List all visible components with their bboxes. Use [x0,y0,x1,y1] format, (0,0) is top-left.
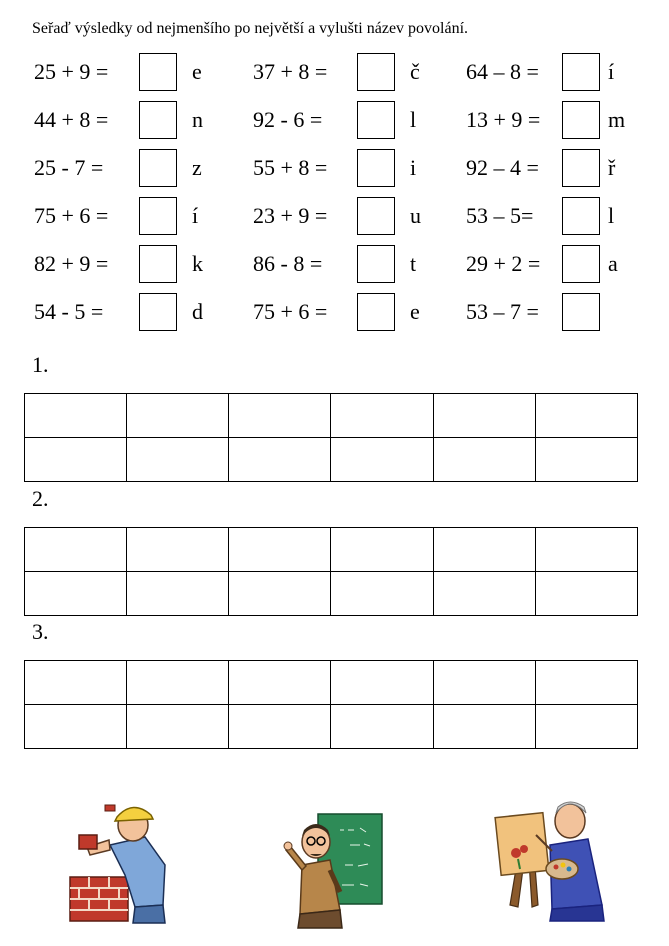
letter-label: e [410,299,420,324]
instruction-text: Seřaď výsledky od nejmenšího po největší a vylušti název povolání. [32,20,469,37]
letter-label: n [192,107,203,132]
letter-label: u [410,203,421,228]
answer-grid-1 [24,393,638,482]
equation-row [0,148,669,188]
letter-label: l [608,203,615,228]
letter-label: l [410,107,417,132]
answer-box[interactable] [562,197,600,235]
answer-box[interactable] [139,245,177,283]
answer-box[interactable] [357,293,395,331]
equation-text: 53 – 5= [466,203,534,228]
letter-label: č [410,59,420,84]
answer-box[interactable] [357,101,395,139]
answer-box[interactable] [139,149,177,187]
answer-box[interactable] [357,245,395,283]
equation-row [0,100,669,140]
answer-box[interactable] [357,149,395,187]
letter-label: i [410,155,417,180]
letter-label: t [410,251,417,276]
section-label-2: 2. [32,486,49,511]
equation-text: 29 + 2 = [466,251,541,276]
answer-box[interactable] [562,101,600,139]
equation-text: 82 + 9 = [34,251,109,276]
letter-label: a [608,251,618,276]
equation-text: 25 + 9 = [34,59,109,84]
equation-row [0,244,669,284]
equation-text: 75 + 6 = [34,203,109,228]
equation-text: 37 + 8 = [253,59,328,84]
equation-row [0,292,669,332]
answer-grid-2 [24,527,638,616]
answer-box[interactable] [562,293,600,331]
equation-text: 25 - 7 = [34,155,104,180]
answer-box[interactable] [139,53,177,91]
answer-box[interactable] [357,197,395,235]
answer-box[interactable] [139,293,177,331]
answer-grid-3 [24,660,638,749]
answer-box[interactable] [562,149,600,187]
equation-text: 64 – 8 = [466,59,539,84]
letter-label: í [192,203,199,228]
letter-label: í [608,59,615,84]
answer-box[interactable] [139,101,177,139]
equation-text: 92 - 6 = [253,107,323,132]
answer-box[interactable] [562,245,600,283]
letter-label: e [192,59,202,84]
section-label-1: 1. [32,352,49,377]
painter-icon [490,795,610,925]
letter-label: ř [608,155,616,180]
equation-text: 55 + 8 = [253,155,328,180]
letter-label: m [608,107,626,132]
equation-text: 92 – 4 = [466,155,539,180]
equation-text: 54 - 5 = [34,299,104,324]
equation-text: 23 + 9 = [253,203,328,228]
equation-text: 13 + 9 = [466,107,541,132]
answer-box[interactable] [357,53,395,91]
equation-text: 44 + 8 = [34,107,109,132]
letter-label: d [192,299,203,324]
equation-text: 75 + 6 = [253,299,328,324]
answer-box[interactable] [139,197,177,235]
answer-box[interactable] [562,53,600,91]
equation-text: 86 - 8 = [253,251,323,276]
teacher-icon [280,810,385,930]
letter-label: k [192,251,203,276]
equation-text: 53 – 7 = [466,299,539,324]
equation-row [0,196,669,236]
letter-label: z [192,155,202,180]
equation-row [0,52,669,92]
bricklayer-icon [65,795,175,925]
section-label-3: 3. [32,619,49,644]
